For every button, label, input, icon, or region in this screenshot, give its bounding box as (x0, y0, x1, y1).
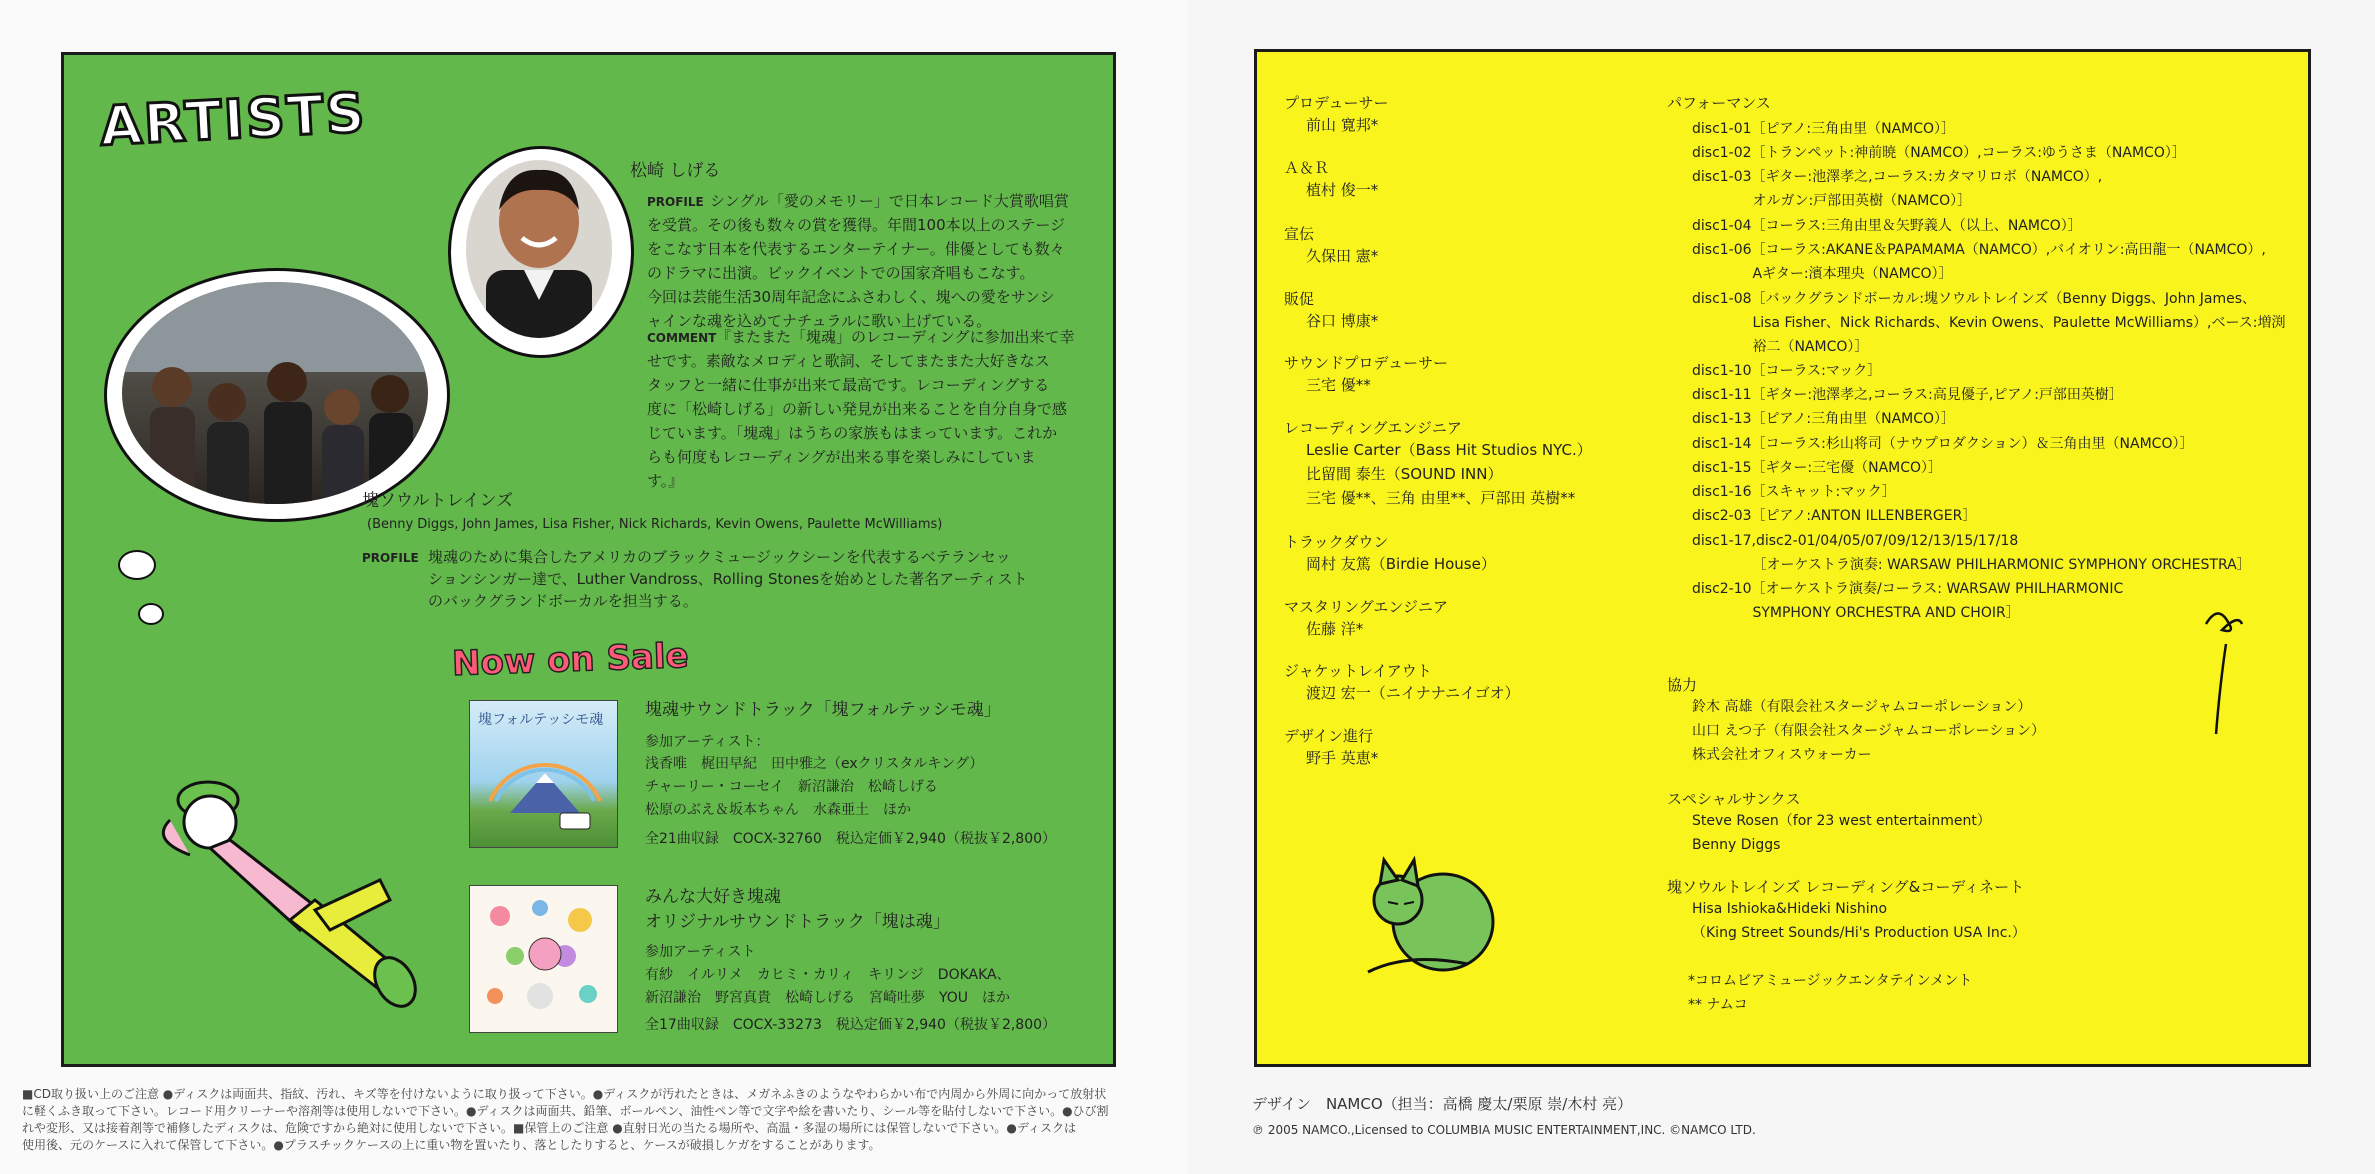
performance-line: disc2-10［オーケストラ演奏/コーラス: WARSAW PHILHARMONIC (1692, 581, 2124, 597)
profile-line: ャインな魂を込めてナチュラルに歌い上げている。 (647, 312, 992, 330)
credit-name: 前山 寛邦* (1306, 116, 1379, 134)
album-1-artists-line: 松原のぶえ＆坂本ちゃん 水森亜土 ほか (645, 802, 911, 818)
performance-line: Lisa Fisher、Nick Richards、Kevin Owens、Paulette McWilliams）,ベース:増渕 (1692, 315, 2286, 331)
sleeping-cat-illustration (1348, 852, 1508, 992)
album-1-artists-label: 参加アーティスト： (645, 734, 770, 750)
album-1-jacket (469, 700, 618, 848)
credit-name: 植村 俊一* (1306, 181, 1379, 199)
soultrains-name: 塊ソウルトレインズ (362, 491, 514, 511)
album-2-artists-label: 参加アーティスト (645, 944, 756, 960)
performance-line: disc1-11［ギター:池澤孝之,コーラス:高見優子,ピアノ:戸部田英樹］ (1692, 387, 2123, 403)
performance-line: disc1-08［バックグランドボーカル:塊ソウルトレインズ（Benny Diggs、John James、 (1692, 291, 2257, 307)
album-2-info: 全17曲収録 COCX-33273 税込定価￥2,940（税抜￥2,800） (645, 1017, 1057, 1033)
footnote: *コロムビアミュージックエンタテインメント (1688, 973, 1973, 989)
performance-line: disc1-04［コーラス:三角由里＆矢野義人（以上、NAMCO）］ (1692, 218, 2082, 234)
handwritten-mark (2198, 604, 2248, 744)
soultrains-profile-label: PROFILE (362, 551, 419, 565)
credit-role: ジャケットレイアウト (1284, 662, 1432, 680)
thanks-line: Steve Rosen（for 23 west entertainment） (1692, 813, 1991, 829)
performance-line: Aギター:濱本理央（NAMCO）］ (1692, 266, 1953, 282)
album-2-art (470, 886, 617, 1032)
credit-role: 販促 (1284, 290, 1315, 308)
credit-role: マスタリングエンジニア (1284, 598, 1449, 616)
album-1-artists-line: チャーリー・コーセイ 新沼謙治 松崎しげる (645, 779, 938, 795)
care-note-line: ■CD取り扱い上のご注意 ●ディスクは両面共、指紋、汚れ、キズ等を付けないように取り扱って下さい。●ディスクが汚れたときは、メガネふきのようなやわらかい布で内周から外周に向かって放射状 (22, 1087, 1107, 1101)
credit-role: サウンドプロデューサー (1284, 354, 1449, 372)
portrait-figure (466, 160, 612, 338)
performance-line: SYMPHONY ORCHESTRA AND CHOIR］ (1692, 605, 2020, 621)
coord-title: 塊ソウルトレインズ レコーディング&コーディネート (1667, 878, 2025, 896)
credit-name: 谷口 博康* (1306, 312, 1379, 330)
thought-bubble-large (118, 550, 156, 580)
performance-line: disc1-06［コーラス:AKANE＆PAPAMAMA（NAMCO）,バイオリン:高田龍一（NAMCO）, (1692, 242, 2266, 258)
matsuzaki-portrait (466, 160, 612, 338)
performance-line: disc1-16［スキャット:マック］ (1692, 484, 1896, 500)
album-1-jacket-title: 塊フォルテッシモ魂 (478, 712, 604, 728)
credit-role: 宣伝 (1284, 225, 1315, 243)
performance-line: disc1-03［ギター:池澤孝之,コーラス:カタマリロボ（NAMCO）, (1692, 169, 2103, 185)
soultrains-line: 塊魂のために集合したアメリカのブラックミュージックシーンを代表するベテランセッ (428, 548, 1011, 566)
album-1-artists-line: 浅香唯 梶田早紀 田中雅之（exクリスタルキング） (645, 756, 984, 772)
album-2-title: みんな大好き塊魂 (645, 887, 781, 907)
album-1-title: 塊魂サウンドトラック「塊フォルテッシモ魂」 (645, 700, 1001, 720)
credit-name: 三宅 優**、三角 由里**、戸部田 英樹** (1306, 489, 1576, 507)
album-2-artists-line: 有紗 イルリメ カヒミ・カリィ キリンジ DOKAKA、 (645, 967, 1011, 983)
cooperation-line: 株式会社オフィスウォーカー (1692, 747, 1872, 763)
credit-role: プロデューサー (1284, 94, 1389, 112)
thanks-title: スペシャルサンクス (1667, 790, 1801, 808)
performance-title: パフォーマンス (1667, 94, 1771, 112)
profile-line: を受賞。その後も数々の賞を獲得。年間100本以上のステージ (647, 216, 1066, 234)
performance-line: disc1-02［トランペット:神前暁（NAMCO）,コーラス:ゆうさま（NAMCO）］ (1692, 145, 2186, 161)
performance-line: disc2-03［ピアノ:ANTON ILLENBERGER］ (1692, 508, 1977, 524)
credit-name: 久保田 憲* (1306, 247, 1379, 265)
profile-line: 今回は芸能生活30周年記念にふさわしく、塊への愛をサンシ (647, 288, 1055, 306)
matsuzaki-comment-label: COMMENT (647, 331, 717, 345)
performance-line: disc1-01［ピアノ:三角由里（NAMCO）］ (1692, 121, 1956, 137)
credit-role: Ａ＆Ｒ (1284, 159, 1330, 177)
album-1-info: 全21曲収録 COCX-32760 税込定価￥2,940（税抜￥2,800） (645, 831, 1057, 847)
comment-line: タッフと一緒に仕事が出来て最高です。レコーディングする (647, 376, 1050, 394)
profile-line: シングル「愛のメモリー」で日本レコード大賞歌唱賞 (710, 192, 1069, 210)
credit-name: 岡村 友篤（Birdie House） (1306, 555, 1496, 573)
performance-line: disc1-14［コーラス:杉山将司（ナウプロダクション）＆三角由里（NAMCO）］ (1692, 436, 2194, 452)
artists-title: ARTISTS (98, 81, 368, 158)
album-2-jacket (469, 885, 618, 1033)
soultrains-line: のバックグランドボーカルを担当する。 (428, 592, 698, 610)
thanks-line: Benny Diggs (1692, 837, 1781, 853)
comment-line: らも何度もレコーディングが出来る事を楽しみにしていま (647, 448, 1036, 466)
copyright: ℗ 2005 NAMCO.,Licensed to COLUMBIA MUSIC ENTERTAINMENT,INC. ©NAMCO LTD. (1252, 1123, 1756, 1137)
comment-line: す。』 (647, 472, 684, 490)
performance-line: disc1-17,disc2-01/04/05/07/09/12/13/15/17/18 (1692, 533, 2019, 549)
credit-role: レコーディングエンジニア (1284, 419, 1462, 437)
credit-name: 野手 英恵* (1306, 749, 1379, 767)
cooperation-line: 山口 えつ子（有限会社スタージャムコーポレーション） (1692, 723, 2046, 739)
credit-name: 渡辺 宏一（ニイナナニイゴオ） (1306, 684, 1520, 702)
soultrains-line: ションシンガー達で、Luther Vandross、Rolling Stonesを始めとした著名アーティスト (428, 570, 1028, 588)
credit-name: 三宅 優** (1306, 376, 1371, 394)
group-photo (122, 282, 428, 504)
album-2-title-2: オリジナルサウンドトラック「塊は魂」 (645, 912, 950, 932)
matsuzaki-name: 松崎 しげる (630, 161, 721, 181)
performance-line: disc1-15［ギター:三宅優（NAMCO）］ (1692, 460, 1943, 476)
now-on-sale-heading: Now on Sale (451, 635, 690, 685)
cooperation-line: 鈴木 高雄（有限会社スタージャムコーポレーション） (1692, 699, 2032, 715)
cooperation-title: 協力 (1667, 676, 1698, 694)
performance-line: 裕二（NAMCO）］ (1692, 339, 1869, 355)
footnote: ** ナムコ (1688, 997, 1748, 1013)
credit-name: 比留間 泰生（SOUND INN） (1306, 465, 1503, 483)
credit-name: Leslie Carter（Bass Hit Studios NYC.） (1306, 441, 1592, 459)
care-note-line: 使用後、元のケースに入れて保管して下さい。●プラスチックケースの上に重い物を置いたり、落としたりすると、ケースが破損しケガをすることがあります。 (22, 1138, 881, 1152)
performance-line: disc1-10［コーラス:マック］ (1692, 363, 1882, 379)
comment-line: せです。素敵なメロディと歌詞、そしてまたまた大好きなス (647, 352, 1050, 370)
comment-line: 『またまた「塊魂」のレコーディングに参加出来て幸 (716, 328, 1075, 346)
soultrains-members: (Benny Diggs, John James, Lisa Fisher, Nick Richards, Kevin Owens, Paulette McWilliams) (367, 517, 943, 532)
credit-role: トラックダウン (1284, 533, 1389, 551)
care-note-line: れや変形、又は接着剤等で補修したディスクは、危険ですから絶対に使用しないで下さい。■保管上のご注意 ●直射日光の当たる場所や、高温・多湿の場所には保管しないで下さい。●ディスクは (22, 1121, 1076, 1135)
comment-line: 度に「松崎しげる」の新しい発見が出来ることを自分自身で感 (647, 400, 1068, 418)
thought-bubble-small (138, 603, 164, 625)
group-photo-figures (122, 282, 428, 504)
care-note-line: に軽くふき取って下さい。レコード用クリーナーや溶剤等は使用しないで下さい。●ディスクは両面共、鉛筆、ボールペン、油性ペン等で文字や絵を書いたり、シール等を貼付しないで下さい。●ひび割 (22, 1104, 1109, 1118)
profile-line: のドラマに出演。ビックイベントでの国家斉唱もこなす。 (647, 264, 1035, 282)
credit-role: デザイン進行 (1284, 727, 1373, 745)
coord-line: （King Street Sounds/Hi's Production USA Inc.） (1692, 925, 2026, 941)
design-credit: デザイン NAMCO（担当：高橋 慶太/栗原 崇/木村 亮） (1252, 1095, 1633, 1113)
profile-line: をこなす日本を代表するエンターテイナー。俳優としても数々 (647, 240, 1065, 258)
performance-line: disc1-13［ピアノ:三角由里（NAMCO）］ (1692, 411, 1956, 427)
matsuzaki-profile-label: PROFILE (647, 195, 704, 209)
album-2-artists-line: 新沼謙治 野宮真貴 松崎しげる 宮崎吐夢 YOU ほか (645, 990, 1011, 1006)
lying-boy-illustration (150, 760, 420, 1020)
performance-line: オルガン:戸部田英樹（NAMCO）］ (1692, 193, 1972, 209)
credit-name: 佐藤 洋* (1306, 620, 1364, 638)
comment-line: じています。「塊魂」はうちの家族もはまっています。これか (647, 424, 1058, 442)
coord-line: Hisa Ishioka&Hideki Nishino (1692, 901, 1888, 917)
performance-line: ［オーケストラ演奏: WARSAW PHILHARMONIC SYMPHONY ORCHESTRA］ (1692, 557, 2251, 573)
